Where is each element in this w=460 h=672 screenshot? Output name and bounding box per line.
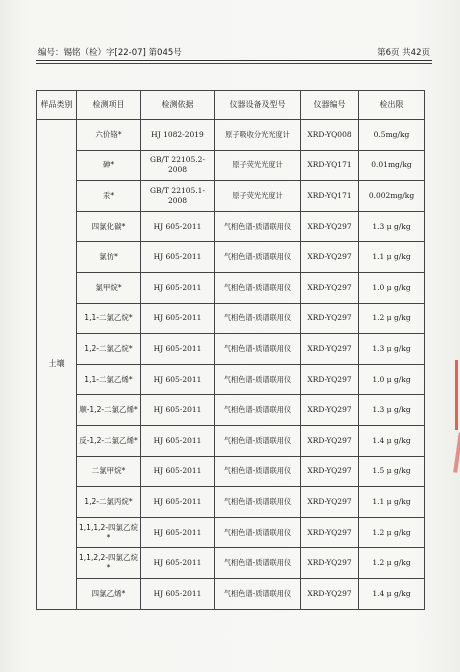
table-row	[37, 364, 425, 395]
header-equipment: 仪器设备及型号	[215, 91, 301, 120]
test-basis-cell: HJ 605-2011	[141, 425, 215, 456]
table-row	[37, 578, 425, 609]
test-item-cell: 二氯甲烷*	[77, 456, 141, 487]
header-test-basis: 检测依据	[141, 91, 215, 120]
table-row	[37, 242, 425, 273]
detection-limit-cell: 1.1 μ g/kg	[359, 242, 425, 273]
equipment-cell: 气相色谱-质谱联用仪	[215, 487, 301, 518]
test-item-cell: 1,2-二氯丙烷*	[77, 487, 141, 518]
test-item-cell: 1,1-二氯乙烯*	[77, 364, 141, 395]
instrument-no-cell: XRD-YQ297	[301, 395, 359, 426]
page-indicator: 第6页 共42页	[377, 48, 430, 58]
test-basis-cell: HJ 605-2011	[141, 578, 215, 609]
instrument-no-cell: XRD-YQ297	[301, 334, 359, 365]
sample-category-cell: 土壤	[37, 120, 77, 610]
table-row	[37, 487, 425, 518]
table-row	[37, 211, 425, 242]
page-header	[38, 42, 430, 58]
table-row	[37, 272, 425, 303]
test-basis-cell: GB/T 22105.1-2008	[141, 181, 215, 212]
detection-limit-cell: 1.1 μ g/kg	[359, 487, 425, 518]
equipment-cell: 气相色谱-质谱联用仪	[215, 456, 301, 487]
instrument-no-cell: XRD-YQ171	[301, 150, 359, 181]
test-basis-cell: HJ 605-2011	[141, 487, 215, 518]
equipment-cell: 原子吸收分光光度计	[215, 120, 301, 151]
equipment-cell: 原子荧光光度计	[215, 181, 301, 212]
report-number: 编号：锡铭（检）字[22-07] 第045号	[38, 48, 182, 58]
test-item-cell: 四氯化碳*	[77, 211, 141, 242]
detection-limit-cell: 1.5 μ g/kg	[359, 456, 425, 487]
table-row	[37, 150, 425, 181]
instrument-no-cell: XRD-YQ297	[301, 272, 359, 303]
test-basis-cell: HJ 605-2011	[141, 211, 215, 242]
equipment-cell: 原子荧光光度计	[215, 150, 301, 181]
test-basis-cell: HJ 605-2011	[141, 395, 215, 426]
test-basis-cell: HJ 605-2011	[141, 364, 215, 395]
detection-limit-cell: 1.4 μ g/kg	[359, 425, 425, 456]
equipment-cell: 气相色谱-质谱联用仪	[215, 578, 301, 609]
table-row	[37, 517, 425, 548]
equipment-cell: 气相色谱-质谱联用仪	[215, 425, 301, 456]
test-item-cell: 四氯乙烯*	[77, 578, 141, 609]
equipment-cell: 气相色谱-质谱联用仪	[215, 272, 301, 303]
table-header-row	[37, 91, 425, 120]
detection-limit-cell: 1.3 μ g/kg	[359, 211, 425, 242]
header-rule-thick	[36, 60, 432, 61]
detection-table	[36, 90, 425, 610]
table-row	[37, 395, 425, 426]
equipment-cell: 气相色谱-质谱联用仪	[215, 548, 301, 579]
header-rule-thin	[36, 63, 432, 64]
detection-limit-cell: 1.4 μ g/kg	[359, 578, 425, 609]
table-body	[37, 120, 425, 610]
instrument-no-cell: XRD-YQ297	[301, 487, 359, 518]
instrument-no-cell: XRD-YQ297	[301, 303, 359, 334]
table-row	[37, 548, 425, 579]
test-item-cell: 1,1,1,2-四氯乙烷*	[77, 517, 141, 548]
equipment-cell: 气相色谱-质谱联用仪	[215, 303, 301, 334]
test-item-cell: 砷*	[77, 150, 141, 181]
detection-limit-cell: 0.002mg/kg	[359, 181, 425, 212]
table-row	[37, 303, 425, 334]
detection-limit-cell: 1.0 μ g/kg	[359, 364, 425, 395]
equipment-cell: 气相色谱-质谱联用仪	[215, 517, 301, 548]
instrument-no-cell: XRD-YQ171	[301, 181, 359, 212]
equipment-cell: 气相色谱-质谱联用仪	[215, 395, 301, 426]
instrument-no-cell: XRD-YQ297	[301, 211, 359, 242]
test-basis-cell: HJ 605-2011	[141, 272, 215, 303]
detection-limit-cell: 1.2 μ g/kg	[359, 548, 425, 579]
table-row	[37, 456, 425, 487]
test-item-cell: 氯仿*	[77, 242, 141, 273]
test-basis-cell: HJ 1082-2019	[141, 120, 215, 151]
detection-limit-cell: 0.5mg/kg	[359, 120, 425, 151]
test-basis-cell: HJ 605-2011	[141, 334, 215, 365]
test-basis-cell: HJ 605-2011	[141, 548, 215, 579]
equipment-cell: 气相色谱-质谱联用仪	[215, 242, 301, 273]
table-row	[37, 425, 425, 456]
header-detection-limit: 检出限	[359, 91, 425, 120]
instrument-no-cell: XRD-YQ297	[301, 425, 359, 456]
test-item-cell: 1,2-二氯乙烷*	[77, 334, 141, 365]
test-item-cell: 氯甲烷*	[77, 272, 141, 303]
detection-limit-cell: 1.0 μ g/kg	[359, 272, 425, 303]
test-basis-cell: HJ 605-2011	[141, 456, 215, 487]
test-item-cell: 六价铬*	[77, 120, 141, 151]
detection-limit-cell: 0.01mg/kg	[359, 150, 425, 181]
table-row	[37, 181, 425, 212]
equipment-cell: 气相色谱-质谱联用仪	[215, 211, 301, 242]
seal-mark	[443, 360, 458, 430]
instrument-no-cell: XRD-YQ297	[301, 242, 359, 273]
detection-limit-cell: 1.2 μ g/kg	[359, 517, 425, 548]
test-item-cell: 1,1-二氯乙烷*	[77, 303, 141, 334]
instrument-no-cell: XRD-YQ297	[301, 364, 359, 395]
instrument-no-cell: XRD-YQ297	[301, 456, 359, 487]
test-basis-cell: HJ 605-2011	[141, 242, 215, 273]
header-test-item: 检测项目	[77, 91, 141, 120]
test-item-cell: 顺-1,2-二氯乙烯*	[77, 395, 141, 426]
seal-mark-fragment	[443, 431, 460, 473]
instrument-no-cell: XRD-YQ008	[301, 120, 359, 151]
test-item-cell: 反-1,2-二氯乙烯*	[77, 425, 141, 456]
equipment-cell: 气相色谱-质谱联用仪	[215, 364, 301, 395]
detection-limit-cell: 1.3 μ g/kg	[359, 395, 425, 426]
header-sample-category: 样品类别	[37, 91, 77, 120]
test-item-cell: 1,1,2,2-四氯乙烷*	[77, 548, 141, 579]
table-row	[37, 334, 425, 365]
header-instrument-no: 仪器编号	[301, 91, 359, 120]
instrument-no-cell: XRD-YQ297	[301, 517, 359, 548]
test-basis-cell: GB/T 22105.2-2008	[141, 150, 215, 181]
test-item-cell: 汞*	[77, 181, 141, 212]
table-row	[37, 120, 425, 151]
test-basis-cell: HJ 605-2011	[141, 303, 215, 334]
detection-limit-cell: 1.2 μ g/kg	[359, 303, 425, 334]
test-basis-cell: HJ 605-2011	[141, 517, 215, 548]
equipment-cell: 气相色谱-质谱联用仪	[215, 334, 301, 365]
detection-limit-cell: 1.3 μ g/kg	[359, 334, 425, 365]
instrument-no-cell: XRD-YQ297	[301, 578, 359, 609]
instrument-no-cell: XRD-YQ297	[301, 548, 359, 579]
